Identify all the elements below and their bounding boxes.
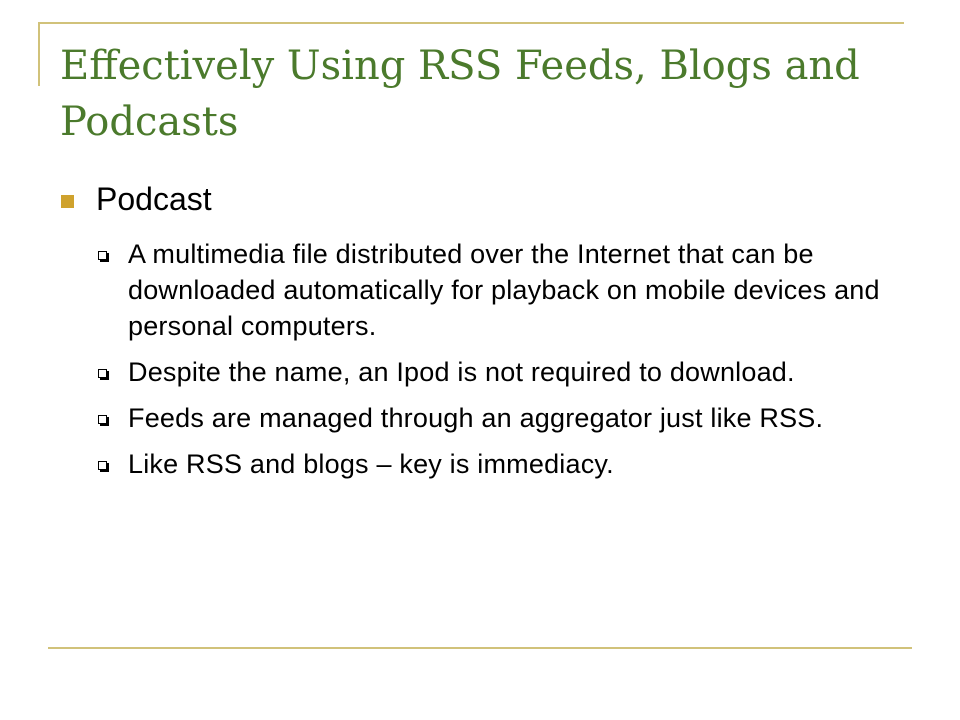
hollow-box-bullet-icon [98,415,107,424]
frame-left-line [38,22,40,86]
sub-bullet-text: Despite the name, an Ipod is not required to download. [128,357,795,387]
sub-bullet-item [60,446,890,482]
sub-bullet-item [60,400,890,436]
sub-bullet-text: A multimedia file distributed over the Internet that can be downloaded automatically for playback on mobile devices and personal computers. [128,239,880,341]
bullet-podcast [60,178,890,220]
sub-bullet-text: Like RSS and blogs – key is immediacy. [128,449,614,479]
square-bullet-icon [61,195,74,208]
sub-bullet-text: Feeds are managed through an aggregator just like RSS. [128,403,824,433]
sub-bullet-item [60,354,890,390]
slide-content [60,178,890,492]
sub-bullet-item [60,236,890,344]
hollow-box-bullet-icon [98,251,107,260]
bullet-label: Podcast [96,181,212,217]
hollow-box-bullet-icon [98,461,107,470]
hollow-box-bullet-icon [98,369,107,378]
slide-title: Effectively Using RSS Feeds, Blogs and Podcasts [60,43,860,145]
frame-bottom-line [48,647,912,649]
frame-top-line [38,22,904,24]
sub-bullet-list [60,236,890,482]
